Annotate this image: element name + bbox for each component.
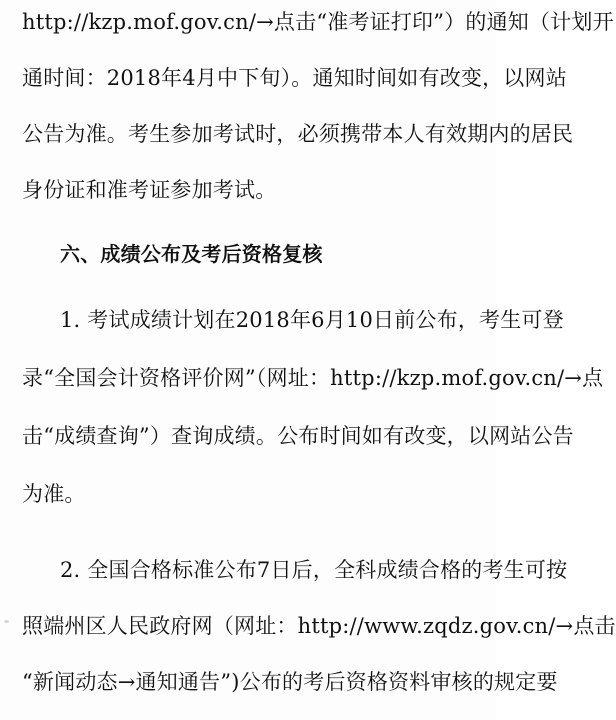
paragraph-line: 录“全国会计资格评价网”（网址：http://kzp.mof.gov.cn/→点	[22, 366, 604, 390]
paragraph-line: 2. 全国合格标准公布7日后，全科成绩合格的考生可按	[60, 558, 568, 582]
paragraph-line: 1. 考试成绩计划在2018年6月10日前公布，考生可登	[60, 308, 564, 332]
paragraph-line: 身份证和准考证参加考试。	[22, 178, 277, 202]
paragraph-line: 为准。	[22, 482, 86, 506]
paragraph-line: “新闻动态→通知通告”)公布的考后资格资料审核的规定要	[22, 670, 558, 694]
section-heading: 六、成绩公布及考后资格复核	[60, 242, 323, 266]
paragraph-line: 照端州区人民政府网（网址：http://www.zqdz.gov.cn/→点击	[22, 614, 616, 638]
scan-speck	[4, 620, 9, 623]
paragraph-line: 击“成绩查询”）查询成绩。公布时间如有改变，以网站公告	[22, 424, 574, 448]
paragraph-line: http://kzp.mof.gov.cn/→点击“准考证打印”）的通知（计划开	[22, 10, 614, 34]
paragraph-line: 通时间：2018年4月中下旬）。通知时间如有改变，以网站	[22, 66, 567, 90]
paragraph-line: 公告为准。考生参加考试时，必须携带本人有效期内的居民	[22, 122, 574, 146]
